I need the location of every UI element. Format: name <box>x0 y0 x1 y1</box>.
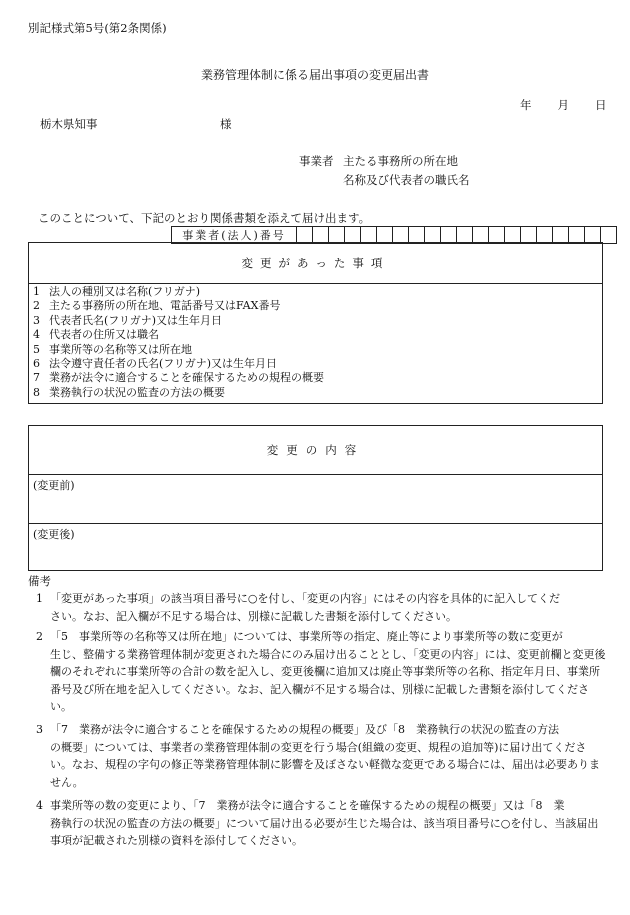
corp-number-cell[interactable] <box>297 227 313 244</box>
corp-number-cell[interactable] <box>473 227 489 244</box>
change-after-label: (変更後) <box>33 528 75 541</box>
corp-number-cell[interactable] <box>569 227 585 244</box>
note-item <box>36 721 606 791</box>
applicant-name-label: 名称及び代表者の職氏名 <box>343 173 470 187</box>
changed-item[interactable] <box>33 386 324 400</box>
date-month: 月 <box>557 98 569 112</box>
change-before-label: (変更前) <box>33 479 75 492</box>
item-text: 法令遵守責任者の氏名(フリガナ)又は生年月日 <box>49 356 278 370</box>
form-id: 別記様式第5号(第2条関係) <box>28 21 167 35</box>
corp-number-cell[interactable] <box>489 227 505 244</box>
note-text-rest: 生じ、整備する業務管理体制が変更された場合にのみ届け出ることとし、「変更の内容」には、変更前欄と変更後欄のそれぞれに事業所等の合計の数を記入し、変更後欄に追加又は廃止等事業所等の名称、指定年月日、事業所番号及び所在地を記入してください。なお、記入欄が不足する場合は、別様に記載した書類を添付してください。 <box>50 647 606 713</box>
note-number: 3 <box>36 723 43 736</box>
item-text: 業務執行の状況の監査の方法の概要 <box>49 385 225 399</box>
corp-number-cell[interactable] <box>521 227 537 244</box>
corp-number-cell[interactable] <box>601 227 617 244</box>
note-item <box>36 590 606 625</box>
item-text: 代表者氏名(フリガナ)又は生年月日 <box>49 313 223 327</box>
page-title: 業務管理体制に係る届出事項の変更届出書 <box>200 68 429 82</box>
item-number: 5 <box>33 342 40 356</box>
corp-number-cell[interactable] <box>537 227 553 244</box>
note-text-rest: の概要」については、事業者の業務管理体制の変更を行う場合(組織の変更、規程の追加等)に届け出てください。なお、規程の字句の修正等業務管理体制に影響を及ぼさない軽微な変更である場合には、届出は必要ありません。 <box>50 740 600 789</box>
changed-item[interactable] <box>33 285 324 299</box>
note-item <box>36 628 606 716</box>
note-number: 1 <box>36 592 43 605</box>
changed-items-list <box>33 285 324 400</box>
note-number: 4 <box>36 799 43 812</box>
note-item <box>36 797 606 850</box>
note-text-rest: 務執行の状況の監査の方法の概要」について届け出る必要が生じた場合は、該当項目番号に○を付し、当該届出事項が記載された別様の資料を添付してください。 <box>50 816 599 847</box>
item-text: 主たる事務所の所在地、電話番号又はFAX番号 <box>49 299 281 313</box>
corp-number-cell[interactable] <box>425 227 441 244</box>
applicant-role: 事業者 <box>299 154 334 168</box>
corp-number-cell[interactable] <box>361 227 377 244</box>
item-number: 8 <box>33 385 40 399</box>
corp-number-cell[interactable] <box>313 227 329 244</box>
note-text-first: 事業所等の数の変更により、「7 業務が法令に適合することを確保するための規程の概要」又は「8 業 <box>50 799 565 812</box>
notes-title: 備考 <box>28 574 51 588</box>
changed-item[interactable] <box>33 343 324 357</box>
date-line <box>520 97 607 113</box>
item-number: 4 <box>33 328 40 342</box>
item-text: 業務が法令に適合することを確保するための規程の概要 <box>49 371 324 385</box>
item-number: 6 <box>33 356 40 370</box>
note-text-first: 「変更があった事項」の該当項目番号に○を付し、「変更の内容」にはその内容を具体的に記入してくだ <box>50 592 560 605</box>
item-text: 事業所等の名称等又は所在地 <box>49 342 192 356</box>
applicant-address-label: 主たる事務所の所在地 <box>343 154 458 168</box>
changed-item[interactable] <box>33 328 324 342</box>
corp-number-cell[interactable] <box>585 227 601 244</box>
changed-item[interactable] <box>33 371 324 385</box>
changed-item[interactable] <box>33 299 324 313</box>
item-text: 代表者の住所又は職名 <box>49 328 159 342</box>
change-after-field[interactable] <box>29 524 602 571</box>
change-content-box <box>28 425 603 571</box>
item-number: 1 <box>33 285 40 298</box>
date-day: 日 <box>595 98 607 112</box>
note-text-first: 「7 業務が法令に適合することを確保するための規程の概要」及び「8 業務執行の状況の監査の方法 <box>50 723 559 736</box>
corp-number-cell[interactable] <box>441 227 457 244</box>
note-number: 2 <box>36 630 43 643</box>
corp-number-label: 事業者(法人)番号 <box>172 227 297 244</box>
corp-number-cell[interactable] <box>505 227 521 244</box>
item-number: 2 <box>33 299 40 313</box>
corp-number-cell[interactable] <box>409 227 425 244</box>
change-before-field[interactable] <box>29 475 602 524</box>
note-text-first: 「5 事業所等の名称等又は所在地」については、事業所等の指定、廃止等により事業所等の数に変更が <box>50 630 563 643</box>
corp-number-cell[interactable] <box>553 227 569 244</box>
note-text-rest: さい。なお、記入欄が不足する場合は、別様に記載した書類を添付してください。 <box>50 609 457 623</box>
corp-number-cell[interactable] <box>329 227 345 244</box>
corp-number-cell[interactable] <box>393 227 409 244</box>
corp-number-cell[interactable] <box>345 227 361 244</box>
corp-number-cell[interactable] <box>377 227 393 244</box>
date-year: 年 <box>520 98 532 112</box>
intro-text: このことについて、下記のとおり関係書類を添えて届け出ます。 <box>38 211 371 225</box>
addressee-name: 栃木県知事 <box>40 117 98 131</box>
changed-items-box <box>28 242 603 404</box>
addressee-honorific: 様 <box>220 117 232 131</box>
changed-items-header: 変更があった事項 <box>29 243 602 284</box>
corp-number-cell[interactable] <box>457 227 473 244</box>
changed-item[interactable] <box>33 357 324 371</box>
item-number: 3 <box>33 313 40 327</box>
changed-item[interactable] <box>33 314 324 328</box>
item-number: 7 <box>33 371 40 385</box>
item-text: 法人の種別又は名称(フリガナ) <box>49 285 201 298</box>
change-content-header: 変更の内容 <box>29 426 602 475</box>
